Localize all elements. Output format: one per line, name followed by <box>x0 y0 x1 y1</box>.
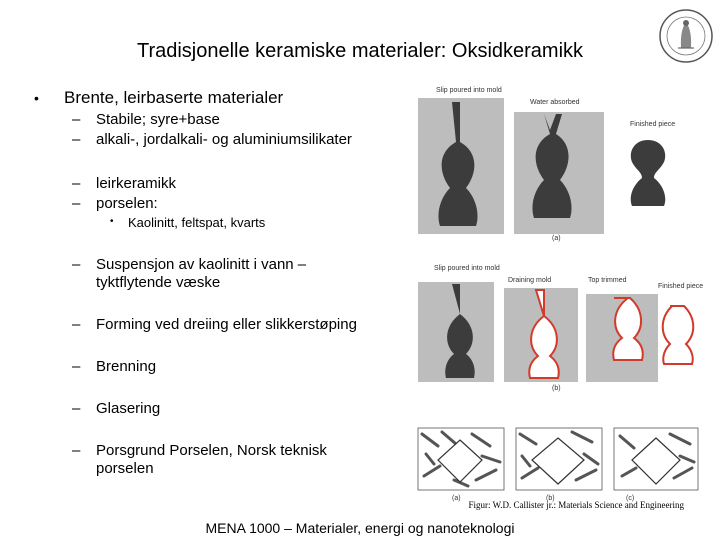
list-item-text: alkali-, jordalkali- og aluminiumsilikater <box>96 131 352 148</box>
list-item-text: Glasering <box>96 400 161 417</box>
list-item-text: leirkeramikk <box>96 175 177 192</box>
dash-marker: – <box>72 195 81 212</box>
list-item <box>72 256 366 292</box>
list-item <box>72 175 177 193</box>
figure-particle-arrangement <box>412 420 702 502</box>
list-item <box>72 400 161 418</box>
figure-label: Slip poured into mold <box>434 265 500 272</box>
sub-sub-item: Kaolinitt, feltspat, kvarts <box>128 215 266 230</box>
figure-tag: (b) <box>552 385 561 392</box>
list-item-text: Stabile; syre+base <box>96 111 220 128</box>
figure-slip-casting-drain <box>412 262 704 392</box>
figure-label: Finished piece <box>658 283 704 290</box>
slide-footer: MENA 1000 – Materialer, energi og nanoteknologi <box>205 520 515 536</box>
dash-marker: – <box>72 256 81 273</box>
figure-tag: (c) <box>626 495 635 502</box>
figure-tag: (a) <box>452 495 461 502</box>
figure-label: Top trimmed <box>588 277 627 284</box>
figure-credit: Figur: W.D. Callister jr.: Materials Science and Engineering <box>468 500 684 510</box>
list-item-text: Forming ved dreiing eller slikkerstøping <box>96 316 357 333</box>
dash-marker: – <box>72 175 81 192</box>
list-item-text: porselen: <box>96 195 158 212</box>
bullet-dot: • <box>34 90 39 106</box>
slide-title: Tradisjonelle keramiske materialer: Oksidkeramikk <box>136 40 584 62</box>
figure-label: Finished piece <box>630 121 676 128</box>
figure-label: Water absorbed <box>530 99 580 106</box>
dash-marker: – <box>72 316 81 333</box>
dash-marker: – <box>72 358 81 375</box>
particle-cluster <box>418 428 504 490</box>
dash-marker: – <box>72 442 81 459</box>
dash-marker: – <box>72 400 81 417</box>
bullet-main: Brente, leirbaserte materialer <box>64 88 284 107</box>
list-item <box>72 358 157 376</box>
figure-label: Draining mold <box>508 277 552 284</box>
figure-label: Slip poured into mold <box>436 87 502 94</box>
list-item-text: Brenning <box>96 358 157 375</box>
list-item-text: Suspensjon av kaolinitt i vann – tyktflytende væske <box>96 256 307 291</box>
list-item <box>72 442 366 478</box>
finished-piece <box>631 140 666 206</box>
finished-piece <box>663 306 694 364</box>
dash-marker: – <box>72 111 81 128</box>
list-item-text: Porsgrund Porselen, Norsk teknisk porselen <box>96 442 327 477</box>
list-item <box>72 131 352 149</box>
figure-slip-casting-solid <box>412 82 692 242</box>
particle-cluster <box>516 428 602 490</box>
bullet-dot-small: • <box>110 216 114 227</box>
list-item <box>72 111 220 129</box>
particle-cluster <box>614 428 698 490</box>
dash-marker: – <box>72 131 81 148</box>
figure-tag: (a) <box>552 235 561 242</box>
university-seal-logo <box>658 8 714 64</box>
list-item <box>72 195 158 213</box>
list-item <box>72 316 357 334</box>
figure-tag: (b) <box>546 495 555 502</box>
